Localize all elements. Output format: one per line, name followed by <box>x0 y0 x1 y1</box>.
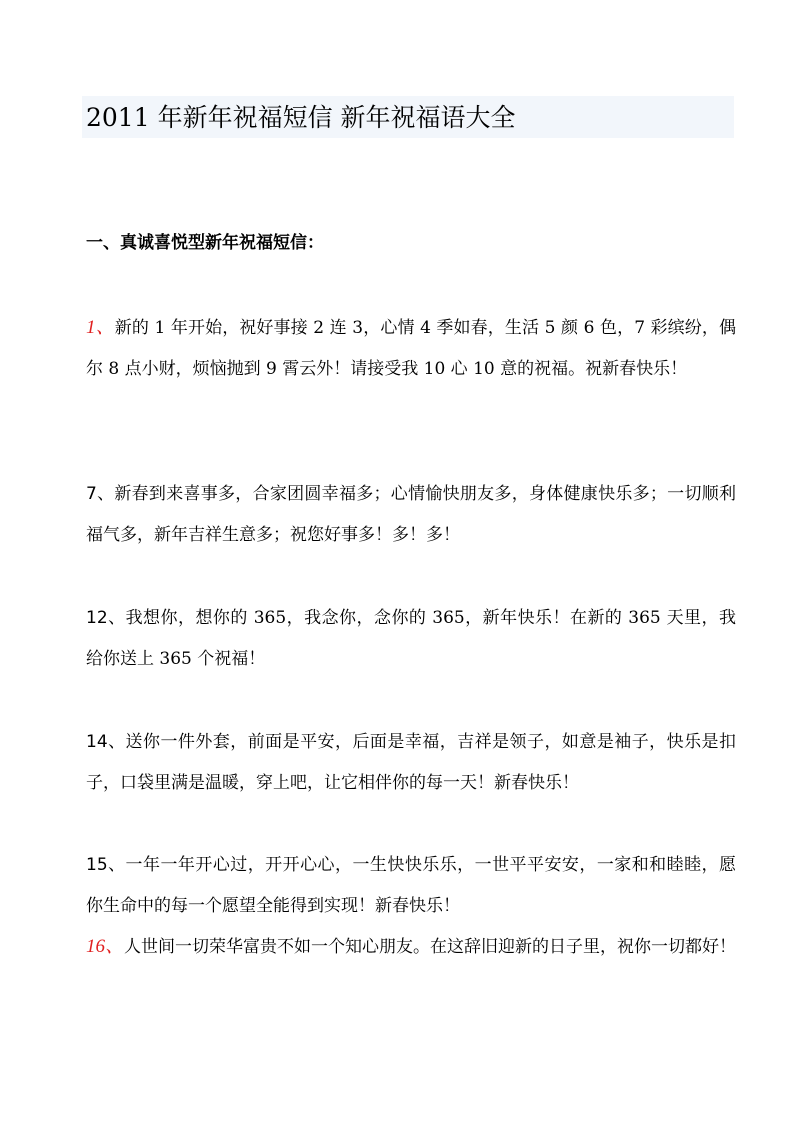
entry-text: 新的 1 年开始，祝好事接 2 连 3，心情 4 季如春，生活 5 颜 6 色，7 彩缤纷，偶尔 8 点小财，烦恼抛到 9 霄云外！请接受我 10 心 10 意的祝福。祝新春快乐！ <box>86 318 736 379</box>
document-title: 2011 年新年祝福短信 新年祝福语大全 <box>86 103 516 132</box>
greeting-entry-14 <box>86 722 736 803</box>
greeting-entry-7 <box>86 474 736 555</box>
entry-number: 1、 <box>86 317 115 338</box>
greeting-entry-12 <box>86 598 736 679</box>
section-heading: 一、真诚喜悦型新年祝福短信： <box>86 233 324 253</box>
entry-text: 人世间一切荣华富贵不如一个知心朋友。在这辞旧迎新的日子里，祝你一切都好！ <box>124 937 737 957</box>
greeting-entry-1 <box>86 308 736 389</box>
entry-text: 送你一件外套，前面是平安，后面是幸福，吉祥是领子，如意是袖子，快乐是扣子，口袋里满是温暖，穿上吧，让它相伴你的每一天！新春快乐！ <box>86 732 736 793</box>
entry-number: 12、 <box>86 608 126 628</box>
entry-number: 14、 <box>86 732 126 752</box>
entry-text: 一年一年开心过，开开心心，一生快快乐乐，一世平平安安，一家和和睦睦，愿你生命中的每一个愿望全能得到实现！新春快乐！ <box>86 855 736 916</box>
greeting-entry-16 <box>86 927 736 968</box>
entry-text: 我想你，想你的 365，我念你，念你的 365，新年快乐！在新的 365 天里，我给你送上 365 个祝福！ <box>86 608 736 669</box>
entry-number: 7、 <box>86 484 115 504</box>
entry-text: 新春到来喜事多，合家团圆幸福多；心情愉快朋友多，身体健康快乐多；一切顺利福气多，新年吉祥生意多；祝您好事多！多！多！ <box>86 484 736 545</box>
entry-number: 16、 <box>86 936 125 957</box>
entry-number: 15、 <box>86 855 126 875</box>
greeting-entry-15 <box>86 845 736 926</box>
